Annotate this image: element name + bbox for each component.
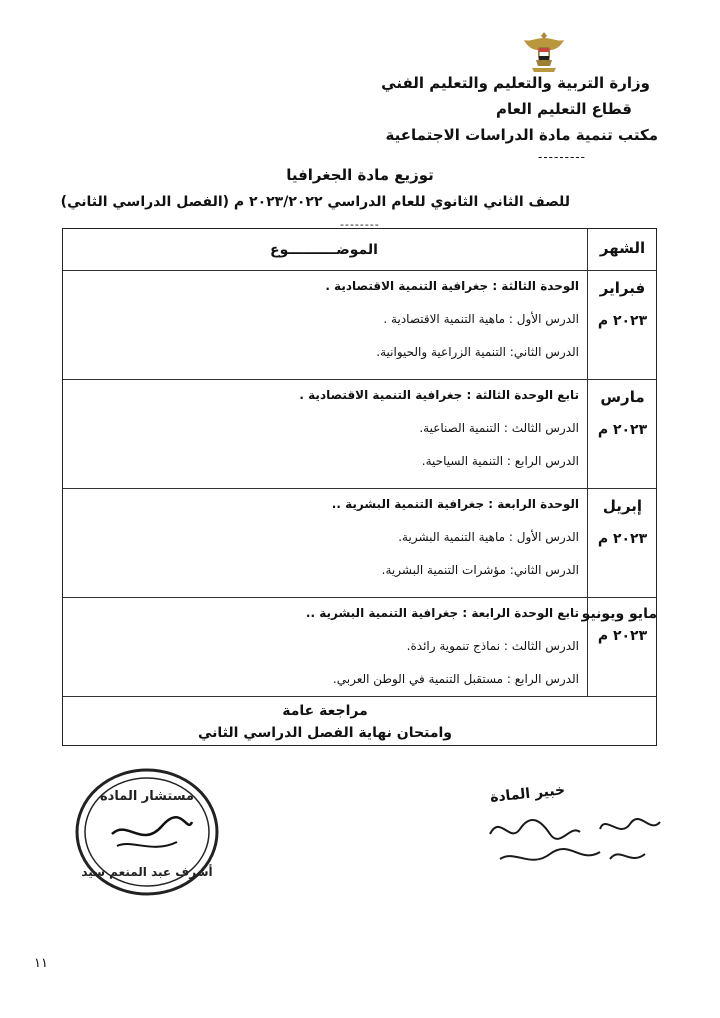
official-seal — [72, 764, 222, 900]
final-exam-note: وامتحان نهاية الفصل الدراسي الثاني — [198, 725, 452, 741]
month-year: ٢٠٢٣ م — [597, 531, 648, 547]
header-month-label: الشهر — [599, 239, 646, 257]
eagle-emblem-icon — [520, 30, 568, 74]
document-title: توزيع مادة الجغرافيا — [286, 166, 434, 184]
table-row — [63, 380, 656, 489]
month-cell — [588, 380, 657, 438]
unit-title: الوحدة الثالثة : جغرافية التنمية الاقتصادية . — [325, 279, 579, 293]
seal-bottom-text: أشرف عبد المنعم سيد — [81, 865, 213, 879]
header-topic-label: الموضــــــــــوع — [270, 242, 378, 258]
lesson-item: الدرس الثالث : نماذج تنموية رائدة. — [406, 639, 579, 653]
month-cell — [588, 271, 657, 329]
sector-name: قطاع التعليم العام — [496, 100, 632, 118]
topic-cell — [69, 380, 579, 479]
topic-cell — [69, 271, 579, 370]
handwritten-signature — [480, 804, 670, 874]
subtitle-separator: -------- — [340, 218, 380, 231]
lesson-item: الدرس الأول : ماهية التنمية البشرية. — [398, 530, 579, 544]
month-year: ٢٠٢٣ م — [597, 313, 648, 329]
office-name: مكتب تنمية مادة الدراسات الاجتماعية — [385, 126, 658, 144]
month-cell — [581, 598, 657, 644]
header-topic-cell — [69, 239, 579, 258]
review-title: مراجعة عامة — [282, 703, 368, 719]
subject-expert-label: خبير المادة — [489, 782, 566, 806]
topic-cell — [69, 598, 579, 697]
document-subtitle: للصف الثاني الثانوي للعام الدراسي ٢٠٢٣/٢٠٢٢ م (الفصل الدراسي الثاني) — [60, 194, 570, 210]
month-name: فبراير — [599, 279, 646, 297]
review-cell — [63, 703, 587, 741]
topic-cell — [69, 489, 579, 588]
lesson-item: الدرس الرابع : مستقبل التنمية في الوطن العربي. — [332, 672, 579, 686]
seal-top-text: مستشار المادة — [100, 789, 194, 804]
table-row — [63, 271, 656, 380]
lesson-item: الدرس الثالث : التنمية الصناعية. — [419, 421, 579, 435]
ministry-name: وزارة التربية والتعليم والتعليم الفني — [381, 74, 650, 92]
month-year: ٢٠٢٣ م — [597, 628, 648, 644]
month-name: مايو ويونيو — [581, 606, 657, 622]
lesson-item: الدرس الثاني: التنمية الزراعية والحيوانية. — [376, 345, 579, 359]
unit-title: الوحدة الرابعة : جغرافية التنمية البشرية .. — [331, 497, 579, 511]
month-year: ٢٠٢٣ م — [597, 422, 648, 438]
month-cell — [588, 489, 657, 547]
table-row — [63, 489, 656, 598]
table-row — [63, 598, 656, 697]
page-number: ١١ — [34, 956, 48, 971]
unit-title: تابع الوحدة الرابعة : جغرافية التنمية البشرية .. — [305, 606, 579, 620]
table-header-row — [63, 229, 656, 271]
month-name: إبريل — [602, 497, 643, 515]
header-separator: --------- — [538, 150, 586, 164]
lesson-item: الدرس الرابع : التنمية السياحية. — [421, 454, 579, 468]
unit-title: تابع الوحدة الثالثة : جغرافية التنمية الاقتصادية . — [299, 388, 579, 402]
month-name: مارس — [600, 388, 645, 406]
curriculum-table — [62, 228, 657, 746]
lesson-item: الدرس الأول : ماهية التنمية الاقتصادية . — [383, 312, 579, 326]
lesson-item: الدرس الثاني: مؤشرات التنمية البشرية. — [381, 563, 579, 577]
header-month-cell — [588, 238, 657, 257]
